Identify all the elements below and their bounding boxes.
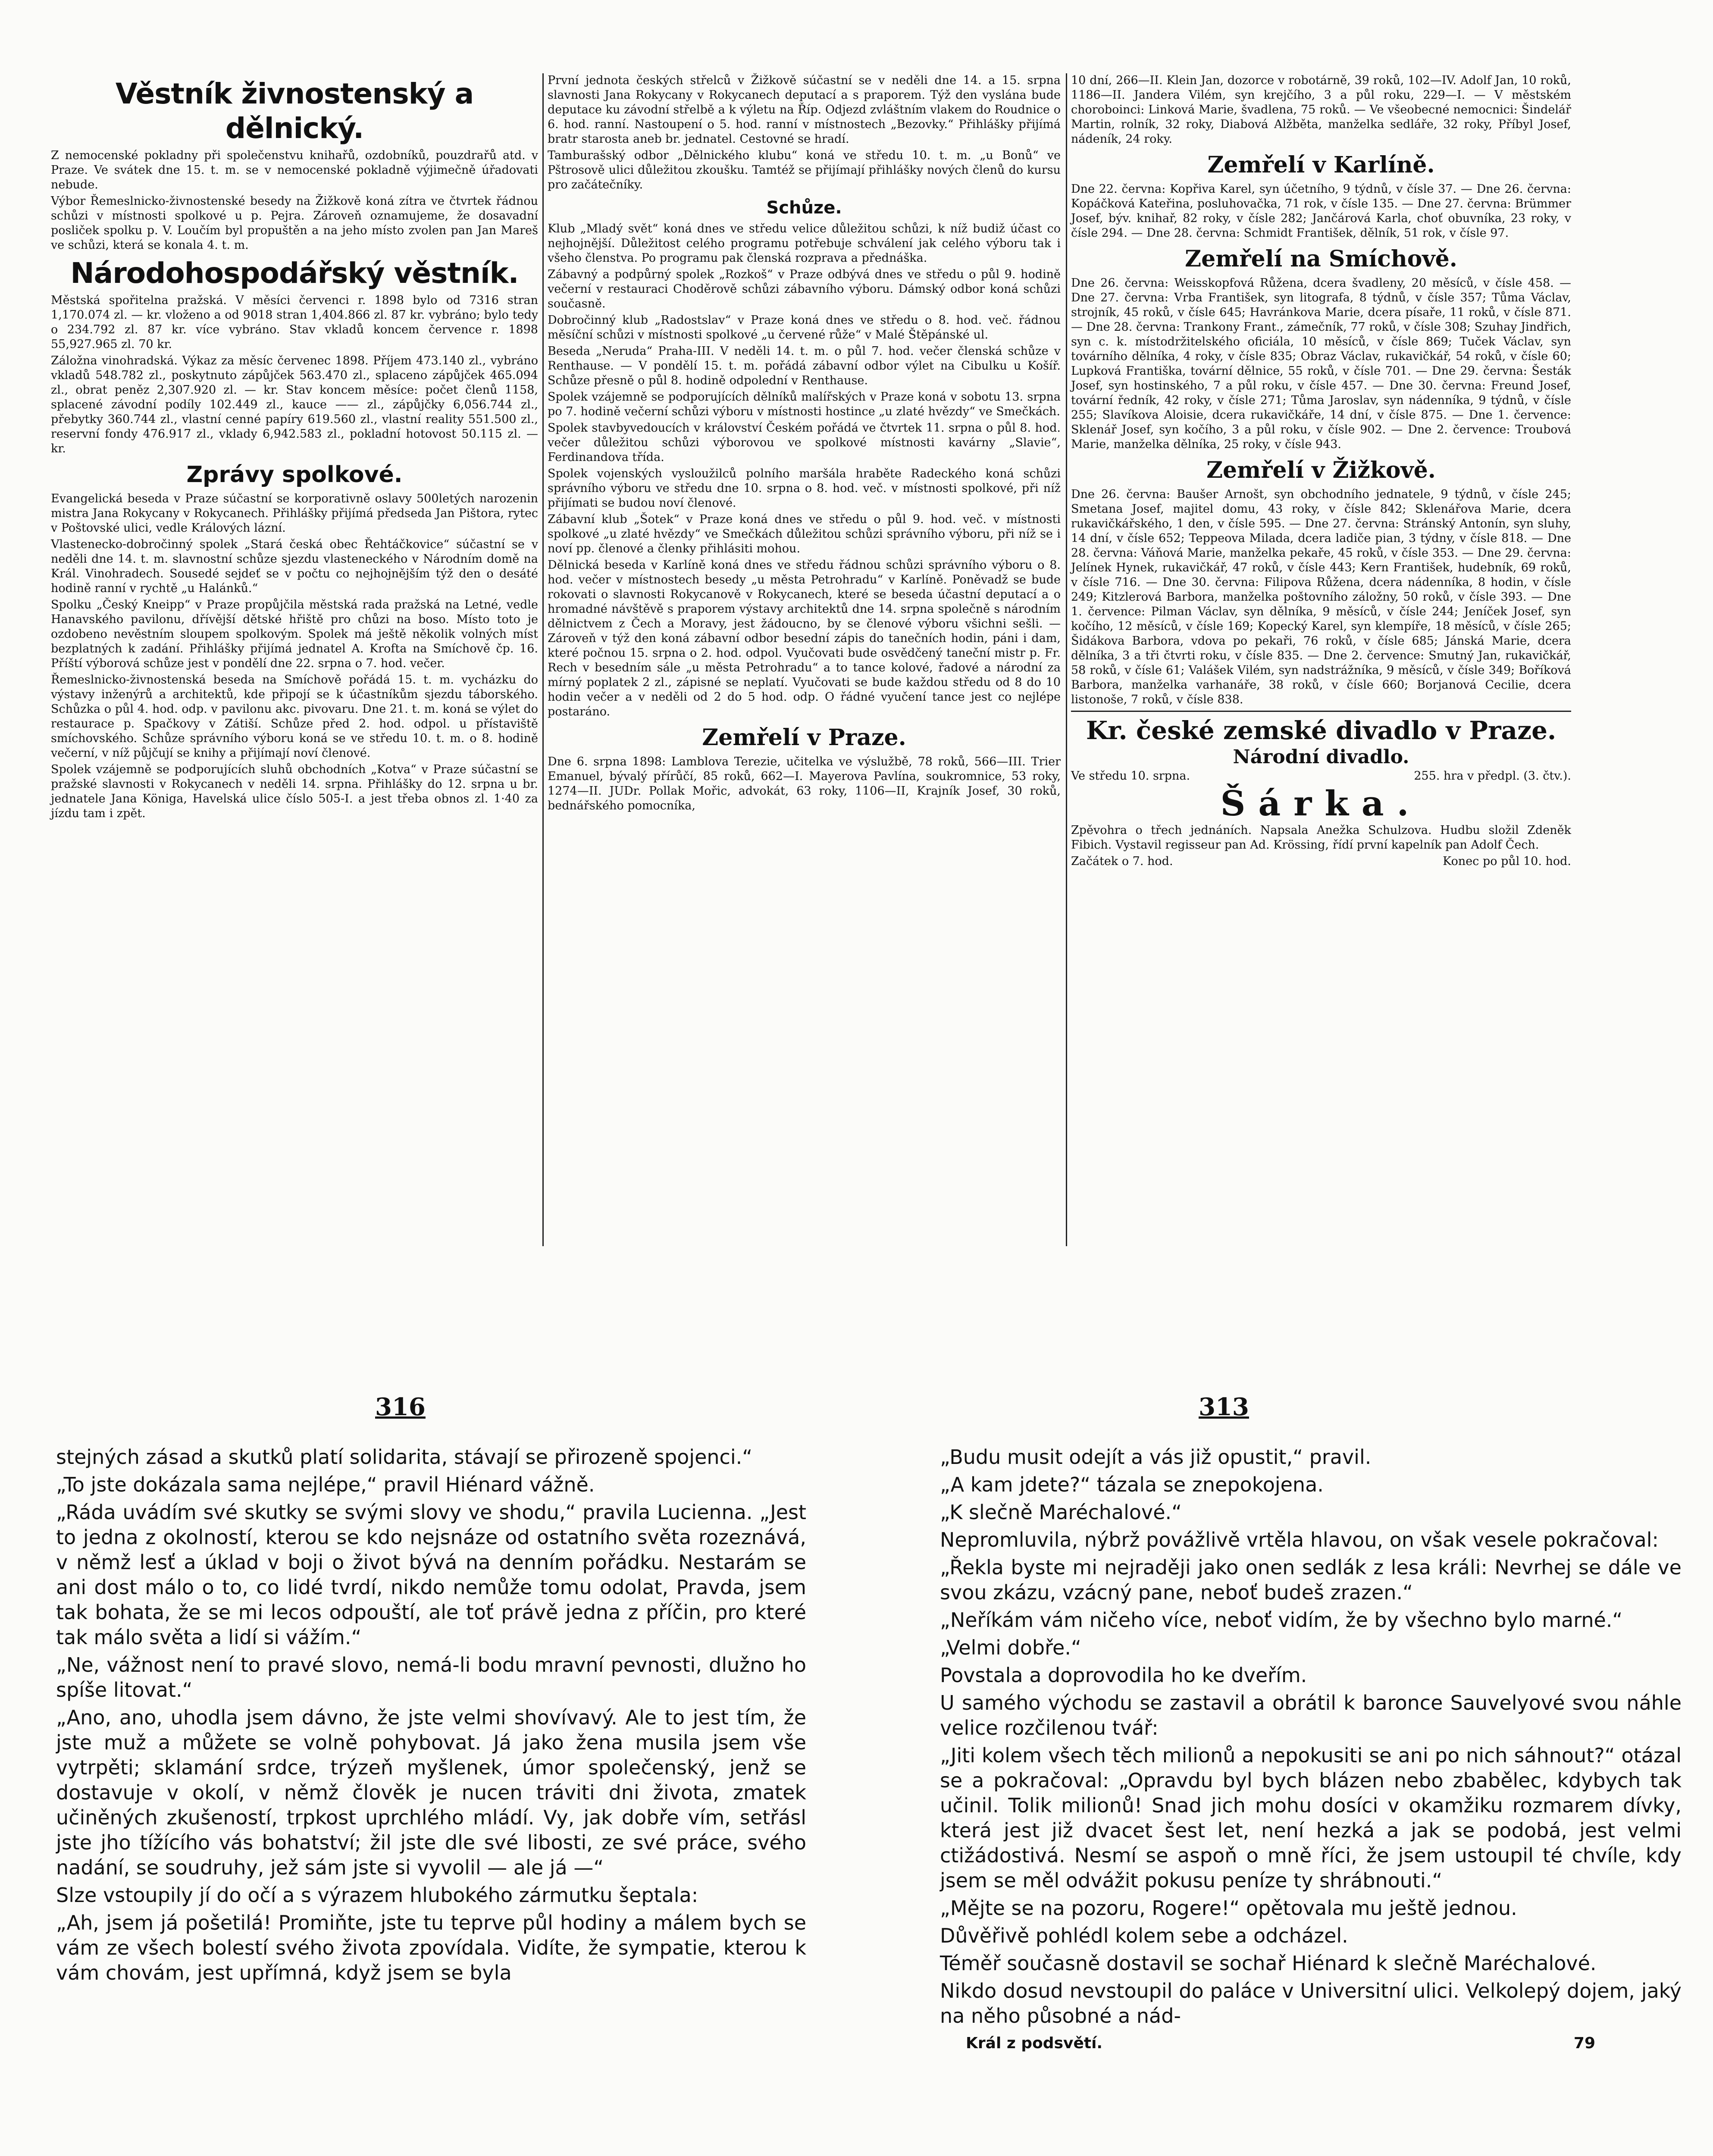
novel-paragraph: „Ne, vážnost není to pravé slovo, nemá-li bodu mravní pevnosti, dlužno ho spíše litovat.“ [56,1653,806,1702]
column-1 [51,73,538,823]
notice: Řemeslnicko-živnostenská beseda na Smíchově pořádá 15. t. m. vycházku do výstavy inženýrů a architektů, kde připojí se k účastníkům sjezdu táborského. Schůzka o půl 4. hod. odp. v pavilonu akc. pivovaru. Dne 21. t. m. koná se výlet do restaurace p. Spačkovy v Zátiší. Schůze před 2. hod. odpol. u přístaviště smíchovského. Schůze správního výboru koná se ve středu 10. t. m. o 8. hodině večerní, v níž půjčují se knihy a přijímají noví členové. [51,673,538,760]
end-time: Konec po půl 10. hod. [1443,855,1571,868]
novel-paragraph: U samého východu se zastavil a obrátil k baronce Sauvelyové svou náhle velice rozčilenou tvář: [940,1691,1682,1739]
theatre-heading: Kr. české zemské divadlo v Praze. [1086,716,1556,745]
notice: Dělnická beseda v Karlíně koná dnes ve středu řádnou schůzi správního výboru o 8. hod. večer v místnostech besedy „u města Petrohradu“ v Karlíně. Poněvadž se bude rokovati o slavnosti Rokycanově v Rokycanech, které se beseda účastní deputací a o hromadné návštěvě s praporem výstavy architektů dne 14. srpna společně s národním dělnictvem z Čech a Moravy, jest žádoucno, by se členové výboru všichni sešli. — Zároveň v týž den koná zábavní odbor besední zápis do tanečních hodin, páni i dam, které počnou 15. srpna o 2. hod. odpol. Vyučovati bude osvědčený taneční mistr p. Fr. Rech v besedním sále „u města Petrohradu“ a to tance kolové, řadové a národní za mírný poplatek 2 zl., zápisné se neplatí. Vyučovati se bude každou středu od 8 do 10 hodin večer a v neděli od 2 do 5 hod. odp. O řádné vyučení tance jest co nejlépe postaráno. [548,558,1061,718]
heading-zemreli-v-zizkove: Zemřelí v Žižkově. [1206,457,1436,483]
notice: Spolek vzájemně se podporujících dělníků malířských v Praze koná v sobotu 13. srpna po 7. hodině večerní schůzi výboru v místnosti hostince „u zlaté hvězdy“ ve Smečkách. [548,390,1061,418]
notice: Tamburašský odbor „Dělnického klubu“ koná ve středu 10. t. m. „u Bonů“ ve Pštrosově ulici důležitou zkoušku. Tamtéž se přijímají přihlášky nových členů do kursu pro začátečníky. [548,149,1061,191]
notice: Evangelická beseda v Praze súčastní se korporativně oslavy 500letých narozenin mistra Jana Rokycany v Rokycanech. Přihlášky přijímá předseda Jan Pištora, rytec v Poštovské ulici, vedle Králových lázní. [51,492,538,535]
notice: Z nemocenské pokladny při společenstvu knihařů, ozdobníků, pouzdrařů atd. v Praze. Ve svátek dne 15. t. m. se v nemocenské pokladně výjimečně úřadovati nebude. [51,149,538,191]
heading-zivnostensky: Věstník živnostenský a dělnický. [115,77,474,145]
heading-zpravy-spolkove: Zprávy spolkové. [186,462,403,488]
novel-paragraph: „Ráda uvádím své skutky se svými slovy ve shodu,“ pravila Lucienna. „Jest to jedna z okolností, kterou se kdo nejsnáze od ostatního světa rozeznává, v němž lesť a úklad v boji o život bývá na denním pořádku. Nestarám se ani dost málo o to, co lidé tvrdí, nikdo nemůže tomu odolat, Pravda, jsem tak bohata, že se mi lecos odpouští, ale toť právě jedna z příčin, pro které tak málo světa a lidí si vážím.“ [56,1501,806,1649]
notice: Spolek vojenských vysloužilců polního maršála hraběte Radeckého koná schůzi správního výboru ve středu dne 10. srpna o 8. hod. več. v místnosti spolkové, při níž přijímati se budou noví členové. [548,467,1061,510]
page-number-right: 313 [1199,1393,1249,1421]
notice: Spolek vzájemně se podporujících sluhů obchodních „Kotva“ v Praze súčastní se pražské slavnosti v Rokycanech v neděli 14. srpna. Přihlášky do 12. srpna u br. jednatele Jana Königa, Havelská ulice číslo 505-I. a jest třeba obnos zl. 1·40 za jízdu tam i zpět. [51,763,538,820]
novel-paragraph: „To jste dokázala sama nejlépe,“ pravil Hiénard vážně. [56,1473,595,1496]
opera-title: Šárka. [1220,783,1422,824]
notice: Záložna vinohradská. Výkaz za měsíc červenec 1898. Příjem 473.140 zl., vybráno vkladů 548.782 zl., poskytnuto zápůjček 563.470 zl., splaceno zápůjček 465.094 zl., obrat peněz 2,307.920 zl. — kr. Stav koncem měsíce: počet členů 1158, splacené závodní podíly 102.449 zl., kauce —— zl., zápůjčky 6,056.744 zl., přebytky 360.744 zl., vlastní cenné papíry 619.560 zl., vlastní reality 551.500 zl., reservní fondy 476.917 zl., vklady 6,942.583 zl., pokladní hotovost 50.115 zl. — kr. [51,354,538,455]
subscription-info: 255. hra v předpl. (3. čtv.). [1414,769,1571,783]
notice: Klub „Mladý svět“ koná dnes ve středu velice důležitou schůzi, k níž budiž účast co nejhojnější. Důležitost celého programu potřebuje schválení jak celého výboru tak i všeho členstva. Po programu pak členská rozprava a přednáška. [548,222,1061,265]
notice: Dobročinný klub „Radostslav“ v Praze koná dnes ve středu o 8. hod. več. řádnou měsíční schůzi v místnosti spolkové „u červené růže“ v Malé Štěpánské ul. [548,313,1061,342]
notice: Městská spořitelna pražská. V měsíci červenci r. 1898 bylo od 7316 stran 1,170.074 zl. — kr. vloženo a od 9018 stran 1,404.866 zl. 87 kr. vybráno; bylo tedy o 234.792 zl. 87 kr. více vybráno. Stav vkladů koncem července r. 1898 55,927.965 zl. 70 kr. [51,294,538,351]
novel-paragraph: „Ah, jsem já pošetilá! Promiňte, jste tu teprve půl hodiny a málem bych se vám ze všech bolestí svého života zpovídala. Vidíte, že sympatie, kterou k vám chovám, jest upřímná, když jsem se byla [56,1911,806,1984]
sheet-number: 79 [1573,2034,1595,2052]
novel-paragraph: Důvěřivě pohlédl kolem sebe a odcházel. [940,1924,1348,1947]
performance-description: Zpěvohra o třech jednáních. Napsala Anežka Schulzova. Hudbu složil Zdeněk Fibich. Vystavil regisseur pan Ad. Krössing, řídí první kapelník pan Adolf Čech. [1071,824,1571,852]
novel-paragraph: „Velmi dobře.“ [940,1636,1081,1659]
novel-paragraph: „A kam jdete?“ tázala se znepokojena. [940,1473,1324,1496]
obituary-list: Dne 22. června: Kopřiva Karel, syn účetního, 9 týdnů, v čísle 37. — Dne 26. června: Kopáčková Kateřina, posluhovačka, 71 rok, v čísle 135. — Dne 27. června: Brümmer Josef, býv. knihař, 82 roky, v čísle 282; Jančárová Karla, choť obuvníka, 23 roky, v čísle 294. — Dne 28. června: Schmidt František, dělník, 51 rok, v čísle 97. [1071,182,1571,240]
obituary-list: Dne 26. června: Weisskopfová Růžena, dcera švadleny, 20 měsíců, v čísle 458. — Dne 27. června: Vrba František, syn litografa, 8 týdnů, v čísle 357; Tůma Václav, strojník, 45 roků, v čísle 645; Havránkova Marie, dcera písaře, 11 roků, v čísle 871. — Dne 28. června: Trankony Frant., zámečník, 77 roků, v čísle 308; Szuhay Jindřich, syn c. k. místodržitelského oficiála, 10 měsíců, v čísle 869; Tuček Václav, syn továrního dělníka, 4 roky, v čísle 835; Obraz Václav, rukavičkář, 54 roků, v čísle 60; Lupková Františka, tovární dělnice, 55 roků, v čísle 701. — Dne 29. června: Šesták Josef, syn hostinského, 7 a půl roku, v čísle 457. — Dne 30. června: Freund Josef, tovární ředník, 42 roky, v čísle 271; Tůma Jaroslav, syn nádenníka, 9 týdnů, v čísle 255; Slavíkova Aloisie, dcera rukavičkáře, 14 dní, v čísle 875. — Dne 1. července: Sklenář Josef, syn kočího, 3 a půl roku, v čísle 902. — Dne 2. července: Troubová Marie, manželka dělníka, 25 roky, v čísle 943. [1071,276,1571,451]
novel-paragraph: Nepromluvila, nýbrž povážlivě vrtěla hlavou, on však vesele pokračoval: [940,1528,1659,1551]
obituary-list: 10 dní, 266—II. Klein Jan, dozorce v robotárně, 39 roků, 102—IV. Adolf Jan, 10 roků, 1186—II. Jandera Vilém, syn krejčího, 3 a půl roku, 229—I. — V městském choroboinci: Linková Marie, švadlena, 75 roků. — Ve všeobecné nemocnici: Šindelář Martin, rolník, 32 roky, Diabová Alžběta, manželka sedláře, 32 roky, Příbyl Josef, nádeník, 24 roky. [1071,74,1571,146]
performance-line [1071,769,1571,783]
notice: Spolku „Český Kneipp“ v Praze propůjčila městská rada pražská na Letné, vedle Hanavského pavilonu, dřívější dětské hřiště pro chůzi na boso. Místo toto je ozdobeno nevěstním sloupem spolkovým. Spolek má ještě několik volných míst bezplatných k zadání. Přihlášky přijímá jednatel A. Krofta na Smíchově čp. 16. Příští výborová schůze jest v pondělí dne 22. srpna o 7. hod. večer. [51,598,538,670]
novel-paragraph: Téměř současně dostavil se sochař Hiénard k slečně Maréchalové. [940,1952,1597,1975]
notice: Beseda „Neruda“ Praha-III. V neděli 14. t. m. o půl 7. hod. večer členská schůze v Renthause. — V pondělí 15. t. m. pořádá zábavní odbor výlet na Cibulku u Košíř. Schůze přesně o půl 8. hodině odpolední v Renthause. [548,345,1061,387]
novel-paragraph: „K slečně Maréchalové.“ [940,1501,1182,1524]
notice: Výbor Řemeslnicko-živnostenské besedy na Žižkově koná zítra ve čtvrtek řádnou schůzi v místnosti spolkové u p. Pejra. Zároveň oznamujeme, že dosavadní posliček spolku p. V. Loučím byl propuštěn a na jeho místo zvolen pan Jan Mareš ve schůzi, která se konala 4. t. m. [51,194,538,252]
performance-date: Ve středu 10. srpna. [1071,769,1190,783]
novel-footer [940,2031,1682,2056]
novel-paragraph: „Řekla byste mi nejraději jako onen sedlák z lesa králi: Nevrhej se dále ve svou zkázu, vzácný pane, neboť budeš zrazen.“ [940,1556,1682,1604]
notice: První jednota českých střelců v Žižkově súčastní se v neděli dne 14. a 15. srpna slavnosti Jana Rokycany v Rokycanech deputací a s praporem. Týž den vyslána bude deputace ku závodní střelbě a k výletu na Říp. Odjezd zvláštním vlakem do Roudnice o 6. hod. ranní. Nastoupení o 5. hod. ranní v místnostech „Bezovky.“ Přihlášky přijímá bratr starosta aneb br. jednatel. Cestovné se hradí. [548,74,1061,146]
notice: Zábavný a podpůrný spolek „Rozkoš“ v Praze odbývá dnes ve středu o půl 9. hodině večerní v restauraci Choděrově schůzi zábavního výboru. Dámský odbor koná schůzi současně. [548,268,1061,310]
heading-zemreli-v-karline: Zemřelí v Karlíně. [1207,152,1435,178]
notice: Zábavní klub „Šotek“ v Praze koná dnes ve středu o půl 9. hod. več. v místnosti spolkové „u zlaté hvězdy“ ve Smečkách důležitou schůzi správního výboru, při níž se i noví pp. členové a členky přihlásiti mohou. [548,513,1061,555]
performance-times [1071,854,1571,869]
theatre-subheading: Národní divadlo. [1233,746,1409,768]
novel-paragraph: „Jiti kolem všech těch milionů a nepokusiti se ani po nich sáhnout?“ otázal se a pokračoval: „Opravdu byl bych blázen nebo zbabělec, kdybych tak učinil. Tolik milionů! Snad jich mohu dosíci v okamžiku rozmarem dívky, která jest již dvacet šest let, není hezká a jak se podobá, jest velmi ctižádostivá. Nesmí se aspoň o mně říci, že jsem ustoupil té chvíle, kdy jsem se měl odvážit pokusu peníze ty shrábnouti.“ [940,1744,1682,1892]
notice: Vlastenecko-dobročinný spolek „Stará česká obec Řehtáčkovice“ súčastní se v neděli dne 14. t. m. slavnostní schůze sjezdu vlasteneckého v Národním domě na Král. Vinohradech. Sousedé sejdeť se v počtu co nejhojnějším týž den o desáté hodině ranní v rychtě „u Halánků.“ [51,538,538,595]
notice: Spolek stavbyvedoucích v království Českém pořádá ve čtvrtek 11. srpna o půl 8. hod. večer důležitou schůzi výborovou ve spolkové místnosti kavárny „Slavie“, Ferdinandova třída. [548,421,1061,464]
novel-paragraph: „Neříkám vám ničeho více, neboť vidím, že by všechno bylo marné.“ [940,1608,1623,1632]
novel-paragraph: stejných zásad a skutků platí solidarita, stávají se přirozeně spojenci.“ [56,1445,753,1469]
book-title: Král z podsvětí. [966,2034,1103,2052]
heading-narodohospodarsky: Národohospodářský věstník. [70,257,519,290]
column-3 [1071,73,1571,869]
novel-paragraph: Povstala a doprovodila ho ke dveřím. [940,1664,1307,1687]
novel-paragraph: „Mějte se na pozoru, Rogere!“ opětovala mu ještě jednou. [940,1896,1517,1920]
heading-zemreli-v-praze: Zemřelí v Praze. [702,724,906,751]
obituary-list: Dne 26. června: Baušer Arnošt, syn obchodního jednatele, 9 týdnů, v čísle 245; Smetana Josef, majitel domu, 43 roky, v čísle 842; Sklenářova Marie, dcera rukavičkářského, 1 den, v čísle 595. — Dne 27. června: Stránský Antonín, syn sluhy, 14 dní, v čísle 652; Teppeova Milada, dcera ladiče pian, 3 týdny, v čísle 818. — Dne 28. června: Váňová Marie, manželka pekaře, 45 roků, v čísle 353. — Dne 29. června: Jelínek Hynek, rukavičkář, 47 roků, v čísle 443; Kern František, hudebník, 69 roků, v čísle 716. — Dne 30. června: Filipova Růžena, dcera nádenníka, 8 hodin, v čísle 249; Kitzlerová Barbora, manželka poštovního záložny, 50 roků, v čísle 393. — Dne 1. července: Pilman Václav, syn dělníka, 9 měsíců, v čísle 244; Jeníček Josef, syn kočího, 12 měsíců, v čísle 169; Kopecký Karel, syn klempíře, 18 měsíců, v čísle 265; Šidákova Barbora, vdova po pekaři, 76 roků, v čísle 685; Jánská Marie, dcera dělníka, 3 a tři čtvrti roku, v čísle 835. — Dne 2. července: Smutný Jan, rukavičkář, 58 roků, v čísle 61; Valášek Vilém, syn nadstrážníka, 9 měsíců, v čísle 349; Boříková Barbora, manželka varhanáře, 38 roků, v čísle 660; Borjanová Cecilie, dcera listonoše, 7 roků, v čísle 838. [1071,488,1571,706]
novel-paragraph: Nikdo dosud nevstoupil do paláce v Universitní ulici. Velkolepý dojem, jaký na něho působné a nád- [940,1979,1682,2028]
novel-paragraph: Slze vstoupily jí do očí a s výrazem hlubokého zármutku šeptala: [56,1883,698,1907]
page-number-left: 316 [375,1393,426,1421]
novel-paragraph: „Budu musit odejít a vás již opustit,“ pravil. [940,1445,1372,1469]
column-divider [1066,73,1067,1246]
novel-page-left [56,1445,806,1988]
divider [1071,711,1571,712]
column-divider [542,73,544,1246]
obituary-list: Dne 6. srpna 1898: Lamblova Terezie, učitelka ve výslužbě, 78 roků, 566—III. Trier Emanuel, bývalý přírůčí, 85 roků, 662—I. Mayerova Pavlína, soukromnice, 53 roky, 1274—II. JUDr. Pollak Mořic, advokát, 63 roky, 1106—II, Krajník Josef, 30 roků, bednářského pomocníka, [548,755,1061,812]
heading-zemreli-na-smichove: Zemřelí na Smíchově. [1185,246,1457,272]
novel-page-right [940,1445,1682,2056]
column-2 [548,73,1061,815]
heading-schuze: Schůze. [766,198,842,218]
start-time: Začátek o 7. hod. [1071,855,1173,868]
novel-paragraph: „Ano, ano, uhodla jsem dávno, že jste velmi shovívavý. Ale to jest tím, že jste muž a můžete se volně pohybovat. Já jako žena musila jsem vše vytrpěti; sklamání srdce, trýzeň myšlenek, úmor společenský, jenž se dostavuje v okolí, v němž člověk je nucen tráviti dni života, zmatek učiněných zkušeností, trpkost uprchlého mládí. Vy, jak dobře vím, setřásl jste jho tížícího vás bohatství; žil jste dle své libosti, ze své práce, svého nadání, se soudruhy, jež sám jste si vyvolil — ale já —“ [56,1706,806,1879]
